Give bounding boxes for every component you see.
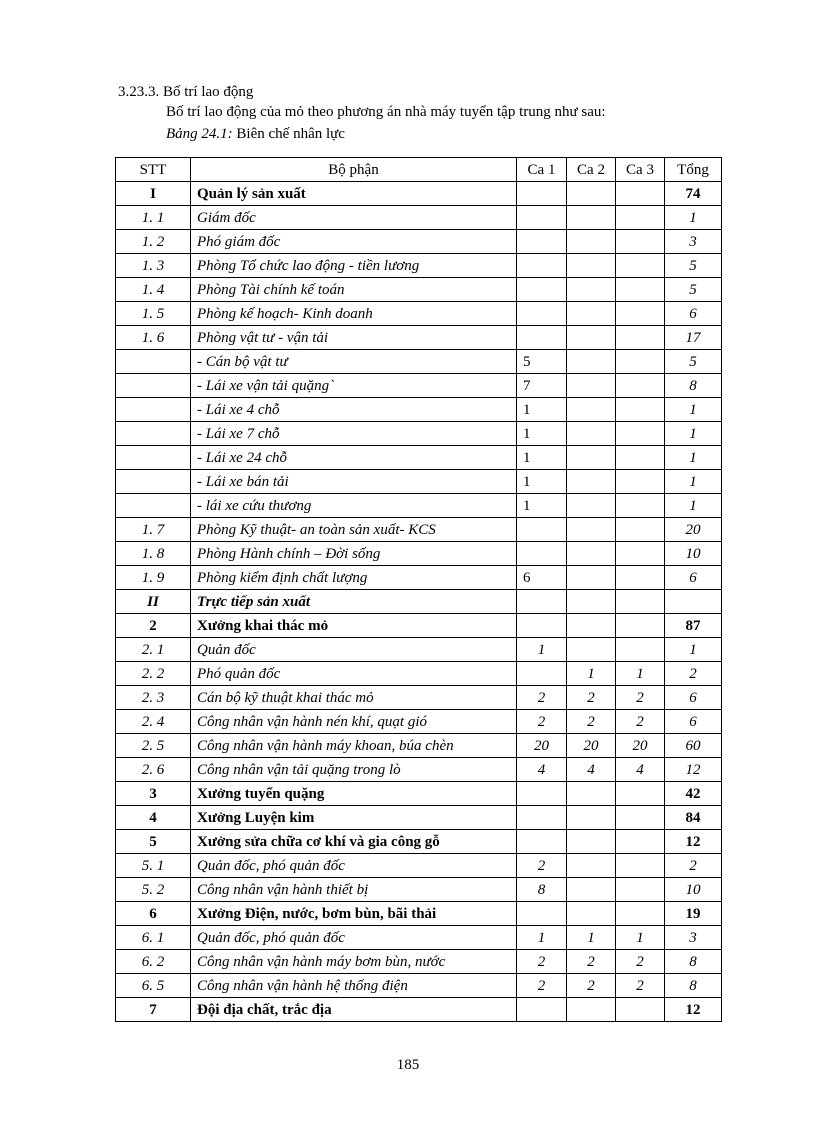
table-row xyxy=(116,758,722,782)
row-shift-1: 8 xyxy=(517,878,567,902)
header-shift-2: Ca 2 xyxy=(567,158,616,182)
row-shift-2 xyxy=(567,470,616,494)
row-shift-1: 1 xyxy=(517,470,567,494)
row-total: 10 xyxy=(665,878,722,902)
row-stt xyxy=(116,422,191,446)
row-shift-2 xyxy=(567,350,616,374)
table-row xyxy=(116,902,722,926)
row-department: Xưởng Điện, nước, bơm bùn, bãi thải xyxy=(191,902,517,926)
row-shift-3 xyxy=(616,470,665,494)
row-total: 6 xyxy=(665,302,722,326)
table-row xyxy=(116,470,722,494)
row-stt: 1. 3 xyxy=(116,254,191,278)
row-shift-3 xyxy=(616,854,665,878)
row-shift-2 xyxy=(567,494,616,518)
header-shift-1: Ca 1 xyxy=(517,158,567,182)
row-stt: 6. 5 xyxy=(116,974,191,998)
header-stt: STT xyxy=(116,158,191,182)
row-stt: 1. 4 xyxy=(116,278,191,302)
table-row xyxy=(116,998,722,1022)
row-total: 12 xyxy=(665,758,722,782)
row-department: Quản đốc xyxy=(191,638,517,662)
header-total: Tổng xyxy=(665,158,722,182)
row-shift-2 xyxy=(567,230,616,254)
row-department: - Lái xe 4 chỗ xyxy=(191,398,517,422)
row-total: 6 xyxy=(665,566,722,590)
row-stt: II xyxy=(116,590,191,614)
table-row xyxy=(116,782,722,806)
row-department: Phó giám đốc xyxy=(191,230,517,254)
row-total: 1 xyxy=(665,494,722,518)
row-shift-3 xyxy=(616,374,665,398)
row-department: Công nhân vận hành nén khí, quạt gió xyxy=(191,710,517,734)
page-number: 185 xyxy=(396,1057,420,1073)
row-department: Xưởng sửa chữa cơ khí và gia công gỗ xyxy=(191,830,517,854)
row-stt: 6. 2 xyxy=(116,950,191,974)
row-stt: 5. 1 xyxy=(116,854,191,878)
row-department: Phòng vật tư - vận tải xyxy=(191,326,517,350)
row-shift-1: 1 xyxy=(517,446,567,470)
row-department: Phòng kế hoạch- Kinh doanh xyxy=(191,302,517,326)
row-department: Cán bộ kỹ thuật khai thác mỏ xyxy=(191,686,517,710)
row-shift-2: 4 xyxy=(567,758,616,782)
table-row xyxy=(116,374,722,398)
table-row xyxy=(116,830,722,854)
row-total: 2 xyxy=(665,662,722,686)
row-department: Xưởng tuyển quặng xyxy=(191,782,517,806)
row-shift-2 xyxy=(567,254,616,278)
row-shift-1 xyxy=(517,590,567,614)
row-total: 1 xyxy=(665,470,722,494)
row-stt: 4 xyxy=(116,806,191,830)
row-shift-2 xyxy=(567,902,616,926)
row-stt: 1. 6 xyxy=(116,326,191,350)
table-row xyxy=(116,542,722,566)
row-total: 12 xyxy=(665,998,722,1022)
row-shift-3 xyxy=(616,494,665,518)
row-department: - Lái xe bán tải xyxy=(191,470,517,494)
row-shift-1 xyxy=(517,662,567,686)
row-shift-3 xyxy=(616,302,665,326)
row-stt: 1. 7 xyxy=(116,518,191,542)
row-department: Quản đốc, phó quản đốc xyxy=(191,854,517,878)
table-row xyxy=(116,350,722,374)
row-shift-3 xyxy=(616,350,665,374)
row-shift-2 xyxy=(567,302,616,326)
row-shift-1 xyxy=(517,206,567,230)
row-shift-2 xyxy=(567,374,616,398)
row-shift-1: 6 xyxy=(517,566,567,590)
row-shift-2 xyxy=(567,590,616,614)
table-row xyxy=(116,926,722,950)
row-shift-3: 2 xyxy=(616,974,665,998)
row-shift-2 xyxy=(567,182,616,206)
row-total: 5 xyxy=(665,278,722,302)
row-stt: 7 xyxy=(116,998,191,1022)
row-total: 5 xyxy=(665,350,722,374)
row-shift-2 xyxy=(567,206,616,230)
row-shift-2 xyxy=(567,638,616,662)
row-shift-2: 1 xyxy=(567,926,616,950)
table-row xyxy=(116,446,722,470)
row-shift-3 xyxy=(616,806,665,830)
row-shift-1: 1 xyxy=(517,638,567,662)
row-shift-2 xyxy=(567,782,616,806)
row-shift-3: 2 xyxy=(616,686,665,710)
row-shift-3 xyxy=(616,566,665,590)
row-shift-2: 20 xyxy=(567,734,616,758)
row-total: 19 xyxy=(665,902,722,926)
row-shift-3 xyxy=(616,590,665,614)
table-row xyxy=(116,206,722,230)
table-row xyxy=(116,854,722,878)
row-total: 84 xyxy=(665,806,722,830)
row-shift-2: 2 xyxy=(567,686,616,710)
row-total: 1 xyxy=(665,422,722,446)
row-total: 1 xyxy=(665,638,722,662)
row-shift-3 xyxy=(616,878,665,902)
row-shift-1 xyxy=(517,782,567,806)
row-shift-3 xyxy=(616,230,665,254)
row-shift-2 xyxy=(567,566,616,590)
row-stt xyxy=(116,494,191,518)
table-row xyxy=(116,950,722,974)
row-stt: 1. 2 xyxy=(116,230,191,254)
row-shift-1 xyxy=(517,182,567,206)
row-shift-2 xyxy=(567,854,616,878)
row-total: 8 xyxy=(665,974,722,998)
row-stt: 2. 2 xyxy=(116,662,191,686)
row-shift-1 xyxy=(517,998,567,1022)
row-department: Công nhân vận hành thiết bị xyxy=(191,878,517,902)
row-shift-3: 1 xyxy=(616,662,665,686)
row-stt: 1. 9 xyxy=(116,566,191,590)
table-row xyxy=(116,710,722,734)
row-shift-2 xyxy=(567,518,616,542)
row-shift-2 xyxy=(567,830,616,854)
row-shift-3 xyxy=(616,830,665,854)
section-heading: 3.23.3. Bố trí lao động xyxy=(118,84,254,100)
table-row xyxy=(116,566,722,590)
row-shift-3 xyxy=(616,206,665,230)
row-total: 1 xyxy=(665,206,722,230)
row-stt: 2 xyxy=(116,614,191,638)
table-row xyxy=(116,422,722,446)
row-shift-1 xyxy=(517,326,567,350)
row-shift-1: 2 xyxy=(517,710,567,734)
table-row xyxy=(116,878,722,902)
table-row xyxy=(116,614,722,638)
row-shift-2 xyxy=(567,398,616,422)
row-department: Đội địa chất, trắc địa xyxy=(191,998,517,1022)
row-shift-1: 1 xyxy=(517,494,567,518)
row-shift-1 xyxy=(517,278,567,302)
row-total: 20 xyxy=(665,518,722,542)
table-row xyxy=(116,230,722,254)
row-shift-2 xyxy=(567,998,616,1022)
row-stt: 1. 5 xyxy=(116,302,191,326)
table-row xyxy=(116,662,722,686)
row-shift-1: 1 xyxy=(517,398,567,422)
row-shift-1: 7 xyxy=(517,374,567,398)
row-stt: 1. 1 xyxy=(116,206,191,230)
row-stt: 6. 1 xyxy=(116,926,191,950)
row-department: Công nhân vận hành hệ thống điện xyxy=(191,974,517,998)
row-shift-2 xyxy=(567,446,616,470)
row-department: Giám đốc xyxy=(191,206,517,230)
row-shift-3 xyxy=(616,782,665,806)
row-department: Quản đốc, phó quản đốc xyxy=(191,926,517,950)
row-total: 17 xyxy=(665,326,722,350)
row-stt: 5 xyxy=(116,830,191,854)
row-shift-1: 5 xyxy=(517,350,567,374)
row-stt: 2. 1 xyxy=(116,638,191,662)
row-total: 3 xyxy=(665,230,722,254)
row-stt xyxy=(116,446,191,470)
row-shift-3 xyxy=(616,398,665,422)
table-row xyxy=(116,806,722,830)
row-shift-3 xyxy=(616,542,665,566)
row-shift-2 xyxy=(567,878,616,902)
row-department: Phòng Kỹ thuật- an toàn sản xuất- KCS xyxy=(191,518,517,542)
row-shift-2 xyxy=(567,326,616,350)
row-shift-3 xyxy=(616,998,665,1022)
row-department: - Lái xe 24 chỗ xyxy=(191,446,517,470)
row-department: Công nhân vận hành máy khoan, búa chèn xyxy=(191,734,517,758)
row-department: Xưởng khai thác mỏ xyxy=(191,614,517,638)
row-shift-1 xyxy=(517,518,567,542)
table-caption xyxy=(166,126,345,143)
row-shift-3: 2 xyxy=(616,710,665,734)
row-shift-1: 2 xyxy=(517,686,567,710)
row-shift-3 xyxy=(616,518,665,542)
row-total: 6 xyxy=(665,710,722,734)
row-total: 8 xyxy=(665,374,722,398)
row-total: 60 xyxy=(665,734,722,758)
row-shift-2 xyxy=(567,422,616,446)
row-total: 3 xyxy=(665,926,722,950)
row-shift-2 xyxy=(567,278,616,302)
table-row xyxy=(116,302,722,326)
row-total: 1 xyxy=(665,398,722,422)
row-shift-1: 20 xyxy=(517,734,567,758)
row-department: Quản lý sản xuất xyxy=(191,182,517,206)
row-shift-2: 2 xyxy=(567,710,616,734)
row-shift-1: 1 xyxy=(517,422,567,446)
table-row xyxy=(116,398,722,422)
row-shift-2 xyxy=(567,806,616,830)
caption-label: Bảng 24.1: xyxy=(166,126,233,142)
row-shift-1: 4 xyxy=(517,758,567,782)
row-shift-3 xyxy=(616,638,665,662)
row-total: 74 xyxy=(665,182,722,206)
row-stt xyxy=(116,470,191,494)
row-shift-2 xyxy=(567,542,616,566)
row-shift-2: 1 xyxy=(567,662,616,686)
table-row xyxy=(116,518,722,542)
row-shift-2: 2 xyxy=(567,950,616,974)
table-row xyxy=(116,254,722,278)
header-department: Bộ phận xyxy=(191,158,517,182)
row-shift-3 xyxy=(616,182,665,206)
row-department: Trực tiếp sản xuất xyxy=(191,590,517,614)
table-row xyxy=(116,494,722,518)
row-shift-3: 20 xyxy=(616,734,665,758)
row-shift-1 xyxy=(517,302,567,326)
row-total: 5 xyxy=(665,254,722,278)
row-shift-1 xyxy=(517,830,567,854)
row-shift-1: 1 xyxy=(517,926,567,950)
row-shift-3: 1 xyxy=(616,926,665,950)
row-shift-1: 2 xyxy=(517,974,567,998)
table-row xyxy=(116,590,722,614)
row-shift-1 xyxy=(517,806,567,830)
row-shift-1 xyxy=(517,902,567,926)
row-shift-1 xyxy=(517,614,567,638)
row-total: 8 xyxy=(665,950,722,974)
table-row xyxy=(116,686,722,710)
row-shift-3: 2 xyxy=(616,950,665,974)
row-shift-2 xyxy=(567,614,616,638)
row-stt: 2. 4 xyxy=(116,710,191,734)
row-stt: 2. 3 xyxy=(116,686,191,710)
row-department: Phòng Hành chính – Đời sống xyxy=(191,542,517,566)
table-row xyxy=(116,278,722,302)
row-shift-1: 2 xyxy=(517,854,567,878)
row-department: - Lái xe 7 chỗ xyxy=(191,422,517,446)
table-row xyxy=(116,974,722,998)
row-total: 10 xyxy=(665,542,722,566)
row-stt xyxy=(116,374,191,398)
row-shift-3 xyxy=(616,614,665,638)
row-stt: 2. 6 xyxy=(116,758,191,782)
table-row xyxy=(116,182,722,206)
row-stt: 1. 8 xyxy=(116,542,191,566)
row-total: 42 xyxy=(665,782,722,806)
row-department: Phó quản đốc xyxy=(191,662,517,686)
caption-text: Biên chế nhân lực xyxy=(232,126,345,142)
intro-text: Bố trí lao động của mỏ theo phương án nhà máy tuyển tập trung như sau: xyxy=(166,104,606,120)
row-department: Phòng kiểm định chất lượng xyxy=(191,566,517,590)
row-shift-1 xyxy=(517,230,567,254)
row-shift-3 xyxy=(616,254,665,278)
row-stt: 5. 2 xyxy=(116,878,191,902)
row-shift-3: 4 xyxy=(616,758,665,782)
row-shift-2: 2 xyxy=(567,974,616,998)
row-total: 6 xyxy=(665,686,722,710)
row-shift-3 xyxy=(616,326,665,350)
row-shift-1 xyxy=(517,542,567,566)
row-shift-1: 2 xyxy=(517,950,567,974)
row-stt: 3 xyxy=(116,782,191,806)
table-row xyxy=(116,326,722,350)
row-shift-1 xyxy=(517,254,567,278)
row-total: 2 xyxy=(665,854,722,878)
header-shift-3: Ca 3 xyxy=(616,158,665,182)
row-stt: 2. 5 xyxy=(116,734,191,758)
row-department: Phòng Tài chính kế toán xyxy=(191,278,517,302)
row-total: 1 xyxy=(665,446,722,470)
staffing-table xyxy=(115,157,722,1022)
row-stt xyxy=(116,398,191,422)
row-total: 12 xyxy=(665,830,722,854)
table-row xyxy=(116,638,722,662)
row-stt xyxy=(116,350,191,374)
row-stt: 6 xyxy=(116,902,191,926)
table-row xyxy=(116,734,722,758)
row-shift-3 xyxy=(616,278,665,302)
row-department: Công nhân vận hành máy bơm bùn, nước xyxy=(191,950,517,974)
row-total xyxy=(665,590,722,614)
row-department: - Lái xe vận tải quặng` xyxy=(191,374,517,398)
row-department: Phòng Tổ chức lao động - tiền lương xyxy=(191,254,517,278)
row-shift-3 xyxy=(616,902,665,926)
row-department: Công nhân vận tải quặng trong lò xyxy=(191,758,517,782)
row-department: - Cán bộ vật tư xyxy=(191,350,517,374)
row-shift-3 xyxy=(616,422,665,446)
row-shift-3 xyxy=(616,446,665,470)
row-department: Xưởng Luyện kim xyxy=(191,806,517,830)
row-stt: I xyxy=(116,182,191,206)
table-header-row xyxy=(116,158,722,182)
row-total: 87 xyxy=(665,614,722,638)
row-department: - lái xe cứu thương xyxy=(191,494,517,518)
